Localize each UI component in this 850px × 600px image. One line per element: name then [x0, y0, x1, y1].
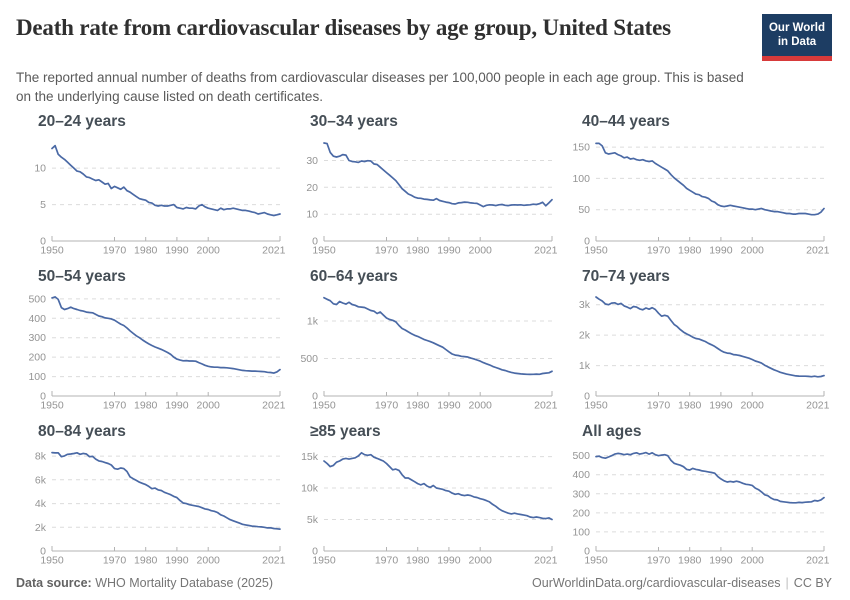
svg-text:6k: 6k: [34, 474, 46, 487]
svg-text:400: 400: [572, 469, 590, 482]
svg-text:1990: 1990: [437, 399, 461, 412]
svg-text:1990: 1990: [709, 399, 733, 412]
svg-text:1970: 1970: [374, 399, 399, 412]
svg-text:1990: 1990: [165, 554, 189, 567]
page-subtitle: The reported annual number of deaths from cardiovascular diseases per 100,000 people in each age group. This is based on the underlying cause listed on death certificates.: [16, 69, 744, 105]
panel-title: 50–54 years: [38, 267, 126, 285]
footer-right: [532, 576, 832, 590]
svg-text:1970: 1970: [646, 244, 671, 257]
svg-text:1950: 1950: [40, 554, 64, 567]
svg-text:0: 0: [40, 545, 46, 558]
svg-text:1980: 1980: [678, 399, 702, 412]
svg-text:1970: 1970: [646, 399, 671, 412]
panel-title: All ages: [582, 422, 642, 440]
line-chart: [288, 443, 559, 569]
svg-text:2021: 2021: [534, 399, 558, 412]
svg-text:500: 500: [28, 293, 46, 306]
svg-text:10k: 10k: [301, 482, 318, 495]
chart-header: [16, 14, 832, 61]
line-chart: [560, 443, 831, 569]
svg-text:2000: 2000: [468, 554, 492, 567]
panel-title: 60–64 years: [310, 267, 398, 285]
svg-text:1990: 1990: [437, 554, 461, 567]
svg-text:2000: 2000: [196, 244, 220, 257]
line-chart: [560, 133, 831, 259]
panel-title: 30–34 years: [310, 112, 398, 130]
footer-separator: |: [785, 576, 789, 590]
svg-text:50: 50: [578, 204, 590, 217]
svg-text:2000: 2000: [196, 554, 220, 567]
svg-text:2021: 2021: [534, 244, 558, 257]
svg-text:1k: 1k: [306, 315, 318, 328]
chart-panel: [16, 268, 288, 420]
svg-text:300: 300: [28, 332, 46, 345]
panel-title: 40–44 years: [582, 112, 670, 130]
svg-text:5k: 5k: [306, 513, 318, 526]
svg-text:400: 400: [28, 312, 46, 325]
svg-text:1990: 1990: [165, 399, 189, 412]
chart-panel: [560, 113, 832, 265]
owid-logo[interactable]: [762, 14, 832, 61]
svg-text:1980: 1980: [134, 554, 158, 567]
svg-text:2000: 2000: [740, 244, 764, 257]
svg-text:1990: 1990: [709, 554, 733, 567]
chart-panel: [288, 113, 560, 265]
svg-text:2021: 2021: [534, 554, 558, 567]
panel-title: ≥85 years: [310, 422, 381, 440]
svg-text:1950: 1950: [40, 399, 64, 412]
svg-text:8k: 8k: [34, 450, 46, 463]
panel-title: 80–84 years: [38, 422, 126, 440]
svg-text:0: 0: [312, 235, 318, 248]
svg-text:0: 0: [584, 235, 590, 248]
svg-text:1970: 1970: [646, 554, 671, 567]
svg-text:15k: 15k: [301, 450, 318, 463]
svg-text:1980: 1980: [406, 554, 430, 567]
data-source-label: Data source:: [16, 576, 92, 590]
svg-text:1970: 1970: [374, 244, 399, 257]
svg-text:1950: 1950: [584, 244, 608, 257]
chart-footer: [16, 576, 832, 590]
svg-text:2021: 2021: [806, 244, 830, 257]
svg-text:5: 5: [40, 198, 46, 211]
svg-text:1970: 1970: [374, 554, 399, 567]
svg-text:0: 0: [584, 545, 590, 558]
svg-text:1k: 1k: [578, 359, 590, 372]
line-chart: [16, 288, 287, 414]
svg-text:10: 10: [306, 208, 318, 221]
svg-text:200: 200: [572, 507, 590, 520]
panel-title: 20–24 years: [38, 112, 126, 130]
panel-title: 70–74 years: [582, 267, 670, 285]
data-source: [16, 576, 273, 590]
page-title: Death rate from cardiovascular diseases by age group, United States: [16, 15, 671, 40]
charts-grid: [16, 113, 832, 575]
svg-text:2021: 2021: [262, 399, 286, 412]
svg-text:20: 20: [306, 181, 318, 194]
svg-text:1970: 1970: [102, 554, 127, 567]
svg-text:0: 0: [312, 390, 318, 403]
owid-link[interactable]: OurWorldinData.org/cardiovascular-diseases: [532, 576, 781, 590]
line-chart: [16, 443, 287, 569]
svg-text:2021: 2021: [262, 244, 286, 257]
chart-panel: [16, 423, 288, 575]
svg-text:2021: 2021: [806, 399, 830, 412]
svg-text:2000: 2000: [468, 399, 492, 412]
line-chart: [16, 133, 287, 259]
svg-text:2021: 2021: [806, 554, 830, 567]
svg-text:2000: 2000: [468, 244, 492, 257]
data-source-value: WHO Mortality Database (2025): [91, 576, 274, 590]
chart-panel: [16, 113, 288, 265]
chart-panel: [560, 268, 832, 420]
svg-text:1990: 1990: [437, 244, 461, 257]
svg-text:500: 500: [572, 450, 590, 463]
svg-text:2k: 2k: [34, 521, 46, 534]
chart-panel: [288, 423, 560, 575]
owid-logo-line1: Our World: [768, 22, 825, 34]
license-label[interactable]: CC BY: [793, 576, 832, 590]
svg-text:1990: 1990: [709, 244, 733, 257]
svg-text:1950: 1950: [312, 244, 336, 257]
svg-text:10: 10: [34, 162, 46, 175]
svg-text:30: 30: [306, 154, 318, 167]
svg-text:1980: 1980: [134, 399, 158, 412]
svg-text:1950: 1950: [312, 554, 336, 567]
svg-text:1950: 1950: [584, 399, 608, 412]
svg-text:200: 200: [28, 351, 46, 364]
svg-text:2000: 2000: [740, 399, 764, 412]
svg-text:1950: 1950: [40, 244, 64, 257]
svg-text:2021: 2021: [262, 554, 286, 567]
svg-text:100: 100: [572, 526, 590, 539]
svg-text:0: 0: [312, 545, 318, 558]
svg-text:1990: 1990: [165, 244, 189, 257]
svg-text:100: 100: [572, 172, 590, 185]
svg-text:300: 300: [572, 488, 590, 501]
line-chart: [288, 133, 559, 259]
svg-text:0: 0: [584, 390, 590, 403]
line-chart: [288, 288, 559, 414]
svg-text:1980: 1980: [406, 244, 430, 257]
svg-text:1950: 1950: [584, 554, 608, 567]
svg-text:1970: 1970: [102, 399, 127, 412]
svg-text:1970: 1970: [102, 244, 127, 257]
svg-text:1980: 1980: [134, 244, 158, 257]
svg-text:150: 150: [572, 141, 590, 154]
svg-text:1980: 1980: [406, 399, 430, 412]
svg-text:2000: 2000: [196, 399, 220, 412]
svg-text:0: 0: [40, 390, 46, 403]
chart-panel: [288, 268, 560, 420]
chart-panel: [560, 423, 832, 575]
svg-text:100: 100: [28, 370, 46, 383]
svg-text:2000: 2000: [740, 554, 764, 567]
svg-text:1980: 1980: [678, 244, 702, 257]
line-chart: [560, 288, 831, 414]
svg-text:3k: 3k: [578, 299, 590, 312]
svg-text:0: 0: [40, 235, 46, 248]
svg-text:1950: 1950: [312, 399, 336, 412]
svg-text:1980: 1980: [678, 554, 702, 567]
svg-text:500: 500: [300, 352, 318, 365]
svg-text:4k: 4k: [34, 497, 46, 510]
owid-logo-line2: in Data: [777, 36, 817, 49]
svg-text:2k: 2k: [578, 329, 590, 342]
